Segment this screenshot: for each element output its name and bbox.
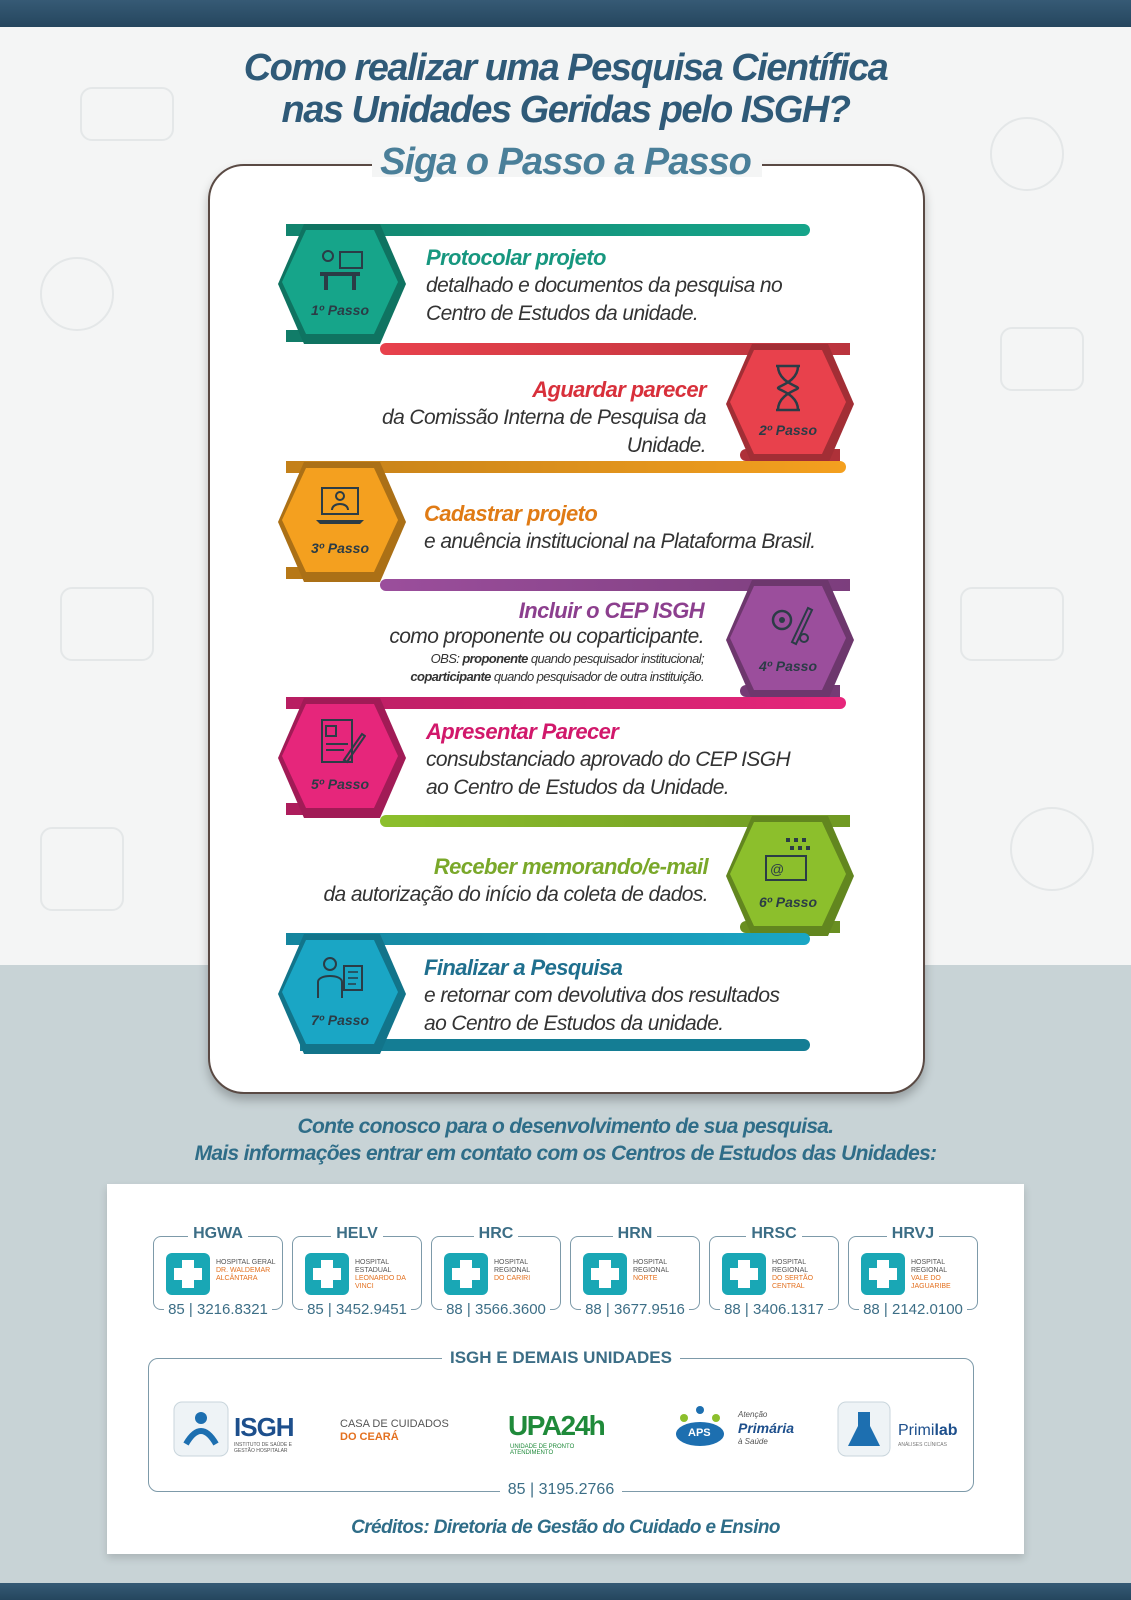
step-hexagon [270,220,386,348]
document-signature-icon [314,716,366,768]
step-4-obs-line-1: OBS: proponente quando pesquisador institucional; [430,651,704,666]
step-hexagon [718,576,834,704]
hospital-name: HOSPITAL REGIONAL VALE DO JAGUARIBE [911,1259,951,1290]
step-5-text [426,718,846,802]
step-hexagon [718,812,834,940]
step-7-text [424,954,844,1038]
step-number-label: 1º Passo [310,302,370,318]
step-number-label: 3º Passo [310,540,370,556]
hospital-name: HOSPITAL REGIONAL DO CARIRI [494,1259,531,1282]
step-number-label: 6º Passo [758,894,818,910]
step-5-line-1: consubstanciado aprovado do CEP ISGH [426,748,791,771]
step-6-text [300,853,708,909]
primilab-flask-icon [836,1400,892,1460]
casa-logo-line-1: CASA DE CUIDADOS [340,1418,449,1430]
primilab-logo [836,1400,966,1460]
hospital-code: HGWA [188,1225,248,1242]
credits: Créditos: Diretoria de Gestão do Cuidado e Ensino [351,1517,780,1538]
hospital-code: HRSC [746,1225,801,1242]
hospital-phone: 88 | 3406.1317 [720,1301,828,1318]
hospital-name: HOSPITAL ESTADUAL LEONARDO DA VINCI [355,1259,406,1290]
hospital-cross-icon [305,1253,349,1295]
hospital-card [709,1225,839,1318]
page-title-line-1: Como realizar uma Pesquisa Científica [243,47,888,89]
gear-pencil-icon [762,598,814,650]
aps-logo-line-3: à Saúde [738,1437,768,1446]
step-1-heading: Protocolar projeto [426,245,606,270]
step-3-line-1: e anuência institucional na Plataforma Brasil. [424,530,816,553]
upa-logo-subtext: UNIDADE DE PRONTO ATENDIMENTO [510,1444,575,1456]
hospital-cross-icon [583,1253,627,1295]
step-hexagon [270,694,386,822]
step-1-text [426,244,846,328]
bottom-bar [0,1583,1131,1600]
desk-computer-icon [314,242,366,294]
casa-logo-line-2: DO CEARÁ [340,1431,399,1443]
contact-line-2: Mais informações entrar em contato com os Centros de Estudos das Unidades: [194,1142,937,1165]
hospital-cross-icon [722,1253,766,1295]
hospital-phone: 88 | 3566.3600 [442,1301,550,1318]
hospital-card [848,1225,978,1318]
step-2-line-1: da Comissão Interna de Pesquisa da Unidade. [382,406,706,457]
step-4-line-1: como proponente ou coparticipante. [389,625,704,648]
primilab-logo-subtext: ANÁLISES CLÍNICAS [898,1442,947,1448]
hospital-card [153,1225,283,1318]
aps-logo-line-1: Atenção [738,1410,768,1419]
presenter-board-icon [314,952,366,1004]
step-1-line-2: Centro de Estudos da unidade. [426,302,699,325]
hospital-card [292,1225,422,1318]
hospital-card [431,1225,561,1318]
page-subtitle: Siga o Passo a Passo [380,141,751,183]
step-6-heading: Receber memorando/e-mail [433,854,708,879]
hospital-name: HOSPITAL REGIONAL NORTE [633,1259,670,1282]
step-7-heading: Finalizar a Pesquisa [424,955,623,980]
hospital-phone: 88 | 3677.9516 [581,1301,689,1318]
upa-logo-text: UPA24h [508,1410,605,1441]
step-hexagon [270,458,386,586]
aps-logo-line-2: Primária [738,1420,795,1436]
step-hexagon [270,930,386,1058]
hospital-code: HRVJ [887,1225,939,1242]
hospital-phone: 88 | 2142.0100 [859,1301,967,1318]
isgh-logo-text: ISGH [234,1412,294,1442]
email-icon [762,834,814,886]
step-3-text [424,500,844,556]
hospital-cross-icon [166,1253,210,1295]
step-2-text [300,376,706,460]
casa-cuidados-logo [340,1400,460,1460]
aps-logo [670,1400,795,1460]
units-title: ISGH E DEMAIS UNIDADES [442,1348,680,1367]
page-title-line-2: nas Unidades Geridas pelo ISGH? [281,89,850,131]
step-4-text [300,598,704,686]
aps-logo-text: APS [688,1427,711,1439]
step-7-line-2: ao Centro de Estudos da unidade. [424,1012,724,1035]
units-phone: 85 | 3195.2766 [500,1481,622,1498]
svg-text:@: @ [770,861,785,877]
top-bar [0,0,1131,27]
hospital-code: HRC [474,1225,519,1242]
step-4-heading: Incluir o CEP ISGH [518,598,704,623]
isgh-logo-subtext: INSTITUTO DE SAÚDE E GESTÃO HOSPITALAR [234,1442,292,1454]
step-3-heading: Cadastrar projeto [424,501,598,526]
hospital-phone: 85 | 3452.9451 [303,1301,411,1318]
step-number-label: 4º Passo [758,658,818,674]
step-6-line-1: da autorização do início da coleta de dados. [323,883,708,906]
step-5-line-2: ao Centro de Estudos da Unidade. [426,776,730,799]
hospital-code: HELV [331,1225,382,1242]
step-number-label: 2º Passo [758,422,818,438]
step-5-heading: Apresentar Parecer [426,719,619,744]
hospital-cross-icon [444,1253,488,1295]
step-hexagon [718,340,834,468]
isgh-logo [172,1400,292,1460]
primilab-logo-text: Primilab [898,1422,958,1439]
upa24h-logo [508,1400,618,1460]
hospital-name: HOSPITAL GERAL DR. WALDEMAR ALCÂNTARA [216,1259,276,1282]
step-number-label: 7º Passo [310,1012,370,1028]
hospital-code: HRN [613,1225,658,1242]
hospital-phone: 85 | 3216.8321 [164,1301,272,1318]
laptop-user-icon [314,480,366,532]
step-7-line-1: e retornar com devolutiva dos resultados [424,984,780,1007]
hospital-card [570,1225,700,1318]
contact-line-1: Conte conosco para o desenvolvimento de sua pesquisa. [297,1115,834,1138]
step-4-obs-line-2: coparticipante quando pesquisador de outra instituição. [410,669,704,684]
hospital-cross-icon [861,1253,905,1295]
hospital-name: HOSPITAL REGIONAL DO SERTÃO CENTRAL [772,1259,814,1290]
step-1-line-1: detalhado e documentos da pesquisa no [426,274,783,297]
step-2-heading: Aguardar parecer [532,377,706,402]
hourglass-icon [762,362,814,414]
step-number-label: 5º Passo [310,776,370,792]
